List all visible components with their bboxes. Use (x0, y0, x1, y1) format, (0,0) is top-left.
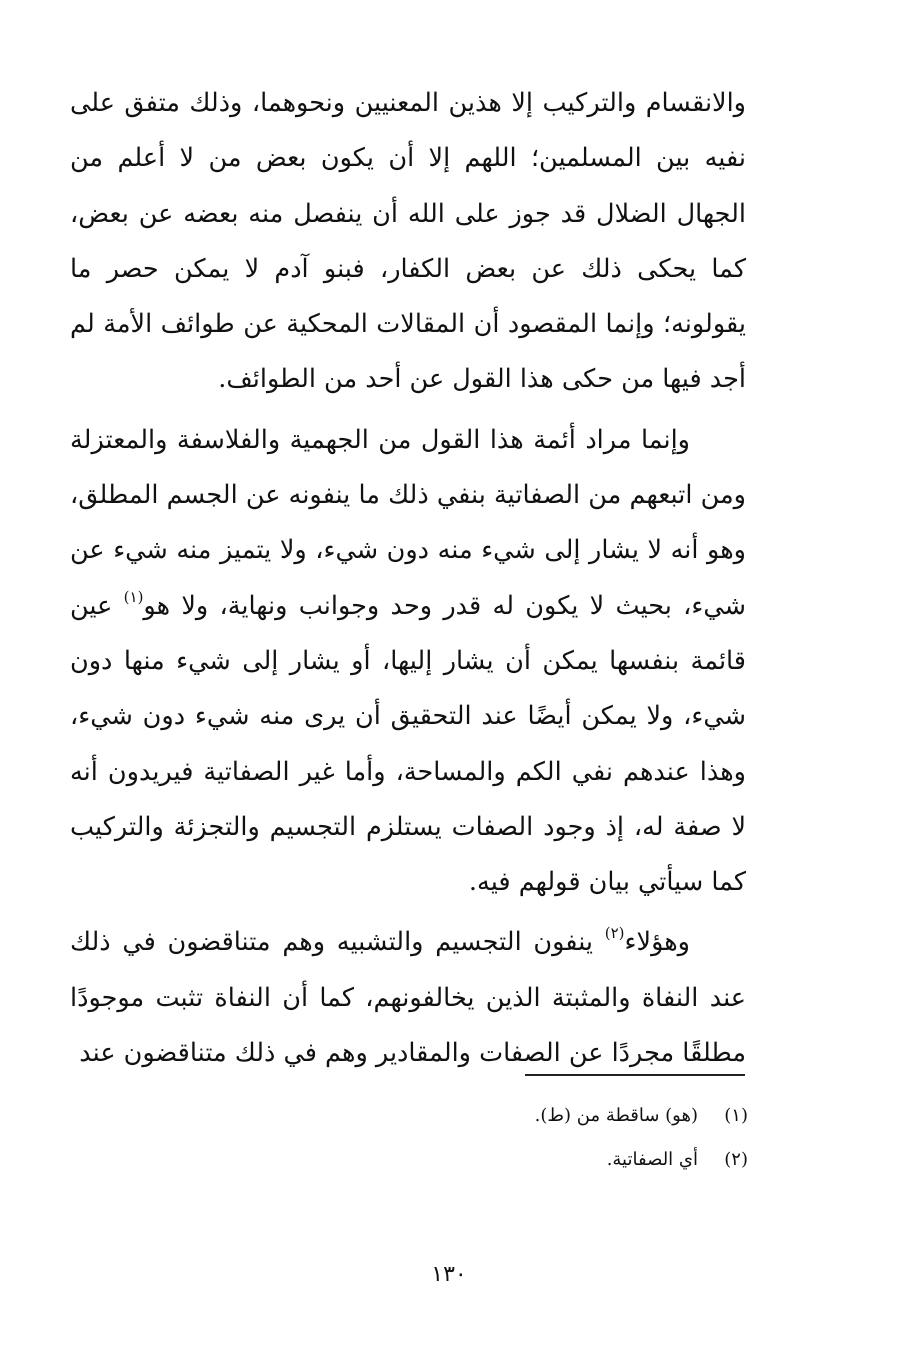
footnote-2 (348, 1147, 748, 1173)
paragraph-2 (70, 413, 746, 911)
main-text (70, 76, 746, 1081)
paragraph-3-part-1: وهؤلاء (624, 927, 690, 958)
footnote-2-text: أي الصفاتية. (606, 1149, 698, 1170)
footnote-2-number: (٢) (724, 1149, 748, 1170)
footnote-ref-2: (٢) (604, 924, 625, 943)
footnote-1-text: (هو) ساقطة من (ط). (534, 1105, 698, 1126)
footnote-ref-1: (١) (123, 587, 144, 606)
footnote-1-number: (١) (724, 1105, 748, 1126)
page-number: ١٣٠ (431, 1262, 467, 1287)
paragraph-2-part-2: عين قائمة بنفسها يمكن أن يشار إليها، أو يشار إلى شيء منها دون شيء، ولا يمكن أيضًا عند التحقيق أن يرى منه شيء دون شيء، وهذا عندهم نفي الكم والمساحة، وأما غير الصفاتية فيريدون أنه لا صفة له، إذ وجود الصفات يستلزم التجسيم والتجزئة والتركيب كما سيأتي بيان قولهم فيه. (70, 590, 746, 898)
footnote-1 (348, 1103, 748, 1129)
paragraph-2-part-1: وإنما مراد أئمة هذا القول من الجهمية والفلاسفة والمعتزلة ومن اتبعهم من الصفاتية بنفي ذلك ما ينفونه عن الجسم المطلق، وهو أنه لا يشار إلى شيء منه دون شيء، ولا يتميز منه شيء عن شيء، بحيث لا يكون له قدر وحد وجوانب ونهاية، ولا هو (70, 424, 746, 621)
paragraph-1: والانقسام والتركيب إلا هذين المعنيين ونحوهما، وذلك متفق على نفيه بين المسلمين؛ اللهم إلا أن يكون بعض من لا أعلم من الجهال الضلال قد جوز على الله أن ينفصل منه بعضه عن بعض، كما يحكى ذلك عن بعض الكفار، فبنو آدم لا يمكن حصر ما يقولونه؛ وإنما المقصود أن المقالات المحكية عن طوائف الأمة لم أجد فيها من حكى هذا القول عن أحد من الطوائف. (70, 88, 746, 395)
paragraph-3-part-2: ينفون التجسيم والتشبيه وهم متناقضون في ذلك عند النفاة والمثبتة الذين يخالفونهم، كما أن النفاة تثبت موجودًا مطلقًا مجردًا عن الصفات والمقادير وهم في ذلك متناقضون عند (70, 927, 746, 1069)
footnotes (348, 1103, 748, 1191)
footnote-separator (525, 1074, 745, 1076)
paragraph-3 (70, 915, 746, 1081)
